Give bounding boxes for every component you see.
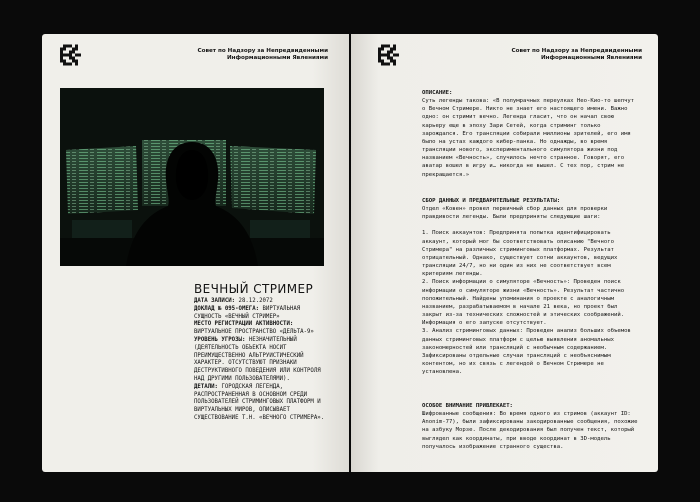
section-paragraph: 2. Поиск информации о симуляторе «Вечность»: Проведен поиск информации о симуляторе жизни «Вечность». Результат частично положительный. Найдены упоминания о проекте с аналогичным названием, разрабатываемом в начале 21 века, но проект был закрыт из-за технических сложностей и этических соображений. Информация о его запуске отсутствует. (422, 279, 625, 327)
section-special-attention (422, 402, 640, 451)
field-details-value: ГОРОДСКАЯ ЛЕГЕНДА, РАСПРОСТРАНЕННАЯ В ОСНОВНОМ СРЕДИ ПОЛЬЗОВАТЕЛЕЙ СТРИМИНГОВЫХ ПЛАТФОРМ И ВИРТУАЛЬНЫХ МИРОВ, ОПИСЫВАЕТ СУЩЕСТВОВАНИЕ Т.Н. «ВЕЧНОГО СТРИМЕРА». (194, 383, 325, 421)
section-heading: СБОР ДАННЫХ И ПРЕДВАРИТЕЛЬНЫЕ РЕЗУЛЬТАТЫ: (422, 198, 561, 204)
section-description (422, 89, 640, 179)
field-details (194, 384, 326, 423)
field-threat (194, 337, 326, 384)
field-threat-value: НЕЗНАЧИТЕЛЬНЫЙ (ДЕЯТЕЛЬНОСТЬ ОБЪЕКТА НОСИТ ПРЕИМУЩЕСТВЕННО АЛЬТРУИСТИЧЕСКИЙ ХАРАКТЕР. ОТСУТСТВУЮТ ПРИЗНАКИ ДЕСТРУКТИВНОГО ПОВЕДЕНИЯ ИЛИ КОНТРОЛЯ НАД ДРУГИМИ ПОЛЬЗОВАТЕЛЯМИ). (194, 336, 321, 382)
field-report-label: ДОКЛАД № 095-ОМЕГА: (194, 305, 260, 312)
field-date-value: 28.12.2072 (238, 298, 273, 304)
field-location-value: ВИРТУАЛЬНОЕ ПРОСТРАНСТВО «ДЕЛЬТА-9» (194, 329, 314, 336)
section-paragraph: 3. Анализ стриминговых данных: Проведен анализ больших объемов данных стриминговых платформ с целью выявления аномальных закономерностей или трансляций с необычным содержанием. Зафиксированы отдельные случаи трансляций с необъяснимым контентом, но их связь с легендой о Вечном Стримере не установлена. (422, 328, 631, 376)
field-threat-label: УРОВЕНЬ УГРОЗЫ: (194, 336, 246, 343)
field-report-value: ВИРТУАЛЬНАЯ СУЩНОСТЬ «ВЕЧНЫЙ СТРИМЕР» (194, 305, 301, 320)
section-heading: ОСОБОЕ ВНИМАНИЕ ПРИВЛЕКАЕТ: (422, 403, 513, 409)
organization-line-2: Информационными Явлениями (226, 55, 328, 61)
field-location-label: МЕСТО РЕГИСТРАЦИИ АКТИВНОСТИ: (194, 321, 294, 328)
report-fields (194, 298, 326, 423)
field-location (194, 321, 326, 337)
report-title: ВЕЧНЫЙ СТРИМЕР (194, 282, 314, 296)
organization-line-1: Совет по Надзору за Непредвиденными (197, 48, 328, 54)
section-paragraph: Отдел «Ковен» провел первичный сбор данных для проверки правдивости легенды. Были предприняты следующие шаги: (422, 206, 608, 221)
organization-name (188, 48, 328, 62)
field-details-label: ДЕТАЛИ: (194, 383, 218, 390)
section-data-collection (422, 197, 640, 376)
section-paragraph: Шифрованные сообщения: Во время одного из стримов (аккаунт ID: Anonim-77), были зафиксированы закодированные сообщения, похожие на азбуку Морзе. После декодирования был получен текст, который выглядел как координаты, при вводе координат в 3D-модель получалось изображение странного существа. (422, 411, 638, 450)
field-report (194, 306, 326, 322)
right-page (351, 34, 658, 472)
logo-icon (378, 44, 399, 66)
organization-name (502, 48, 642, 62)
section-heading: ОПИСАНИЕ: (422, 90, 453, 96)
logo-icon (60, 44, 81, 66)
field-date (194, 298, 326, 306)
hacker-scene-illustration (60, 88, 324, 266)
hooded-figure-photo (60, 88, 324, 266)
organization-line-2: Информационными Явлениями (540, 55, 642, 61)
organization-line-1: Совет по Надзору за Непредвиденными (511, 48, 642, 54)
section-paragraph: Суть легенды такова: «В полумрачных переулках Нео-Кио-то шепчут о Вечном Стримере. Никто не знает его настоящего имени. Важно одно: он стримит вечно. Легенда гласит, что он начал свою карьеру еще в эпоху Зари Сетей, когда стриминг только зарождался. Его трансляции собирали миллионы зрителей, его имя было на устах каждого кибер-панка. Но однажды, во время трансляции нового, экспериментального симулятора жизни под названием «Вечность», случилось нечто странное. Говорят, его аватар вошел в игру и… никогда не вышел. С тех пор, стрим не прекращается.» (422, 98, 635, 178)
section-paragraph: 1. Поиск аккаунтов: Предпринята попытка идентифицировать аккаунт, который мог бы соответствовать описанию "Вечного Стримера" на различных стриминговых платформах. Результат отрицательный. Однако, существует сотни аккаунтов, ведущих трансляции 24/7, но ни один из них не соответствует всем критериям легенды. (422, 230, 618, 278)
left-page (42, 34, 349, 472)
field-date-label: ДАТА ЗАПИСИ: (194, 298, 236, 304)
